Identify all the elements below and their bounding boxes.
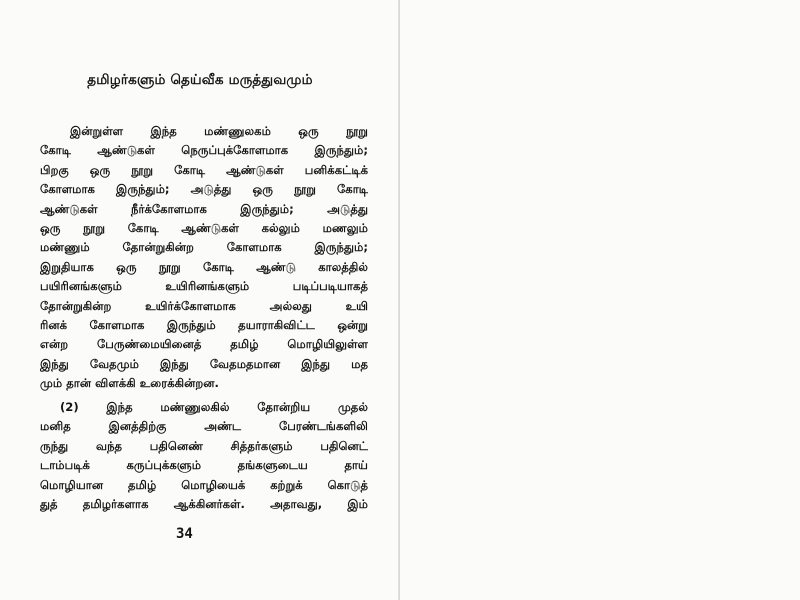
page-number-left: 34	[176, 526, 193, 542]
chapter-heading: தமிழர்களும் தெய்வீக மருத்துவமும்	[87, 72, 313, 88]
text-line: (2) இந்த மண்ணுலகில் தோன்றிய முதல்	[60, 400, 368, 414]
text-line: மும் தான் விளக்கி உரைக்கின்றன.	[40, 376, 219, 391]
text-line: என்ற பேருண்மையினைத் தமிழ் மொழியிலுள்ள	[40, 337, 368, 352]
right-page	[400, 0, 800, 600]
text-line: கோடி ஆண்டுகள் நெருப்புக்கோளமாக இருந்தும்;	[40, 143, 368, 158]
text-line: மொழியான தமிழ் மொழியைக் கற்றுக் கொடுத்	[40, 477, 368, 492]
text-line: மண்ணும் தோன்றுகின்ற கோளமாக இருந்தும்;	[40, 240, 368, 255]
text-line: மனித இனத்திற்கு அண்ட பேரண்டங்களிலி	[40, 419, 368, 434]
text-line: ஒரு நூறு கோடி ஆண்டுகள் கல்லும் மணலும்	[40, 220, 368, 235]
text-line: கோளமாக இருந்தும்; அடுத்து ஒரு நூறு கோடி	[40, 182, 368, 197]
text-line: துத் தமிழர்களாக ஆக்கினர்கள். அதாவது, இம்	[40, 496, 368, 511]
text-line: ருந்து வந்த பதினெண் சித்தர்களும் பதினெட்	[40, 438, 368, 453]
left-paragraph-2	[40, 398, 368, 514]
text-line: பயிரினங்களும் உயிரினங்களும் படிப்படியாகத்	[40, 279, 368, 294]
left-paragraph-1	[40, 122, 368, 393]
text-line: இறுதியாக ஒரு நூறு கோடி ஆண்டு காலத்தில்	[40, 259, 368, 274]
text-line: தோன்றுகின்ற உயிர்க்கோளமாக அல்லது உயி	[40, 298, 368, 313]
text-line: இன்றுள்ள இந்த மண்ணுலகம் ஒரு நூறு	[70, 124, 368, 138]
text-line: ரினக் கோளமாக இருந்தும் தயாராகிவிட்ட ஒன்று	[40, 317, 368, 332]
text-line: பிறகு ஒரு நூறு கோடி ஆண்டுகள் பனிக்கட்டிக்	[40, 162, 368, 177]
text-line: இந்து வேதமும் இந்து வேதமதமான இந்து மத	[40, 356, 368, 371]
text-line: ஆண்டுகள் நீர்க்கோளமாக இருந்தும்; அடுத்து	[40, 201, 368, 216]
text-line: டாம்படிக் கருப்புக்களும் தங்களுடைய தாய்	[40, 458, 368, 473]
